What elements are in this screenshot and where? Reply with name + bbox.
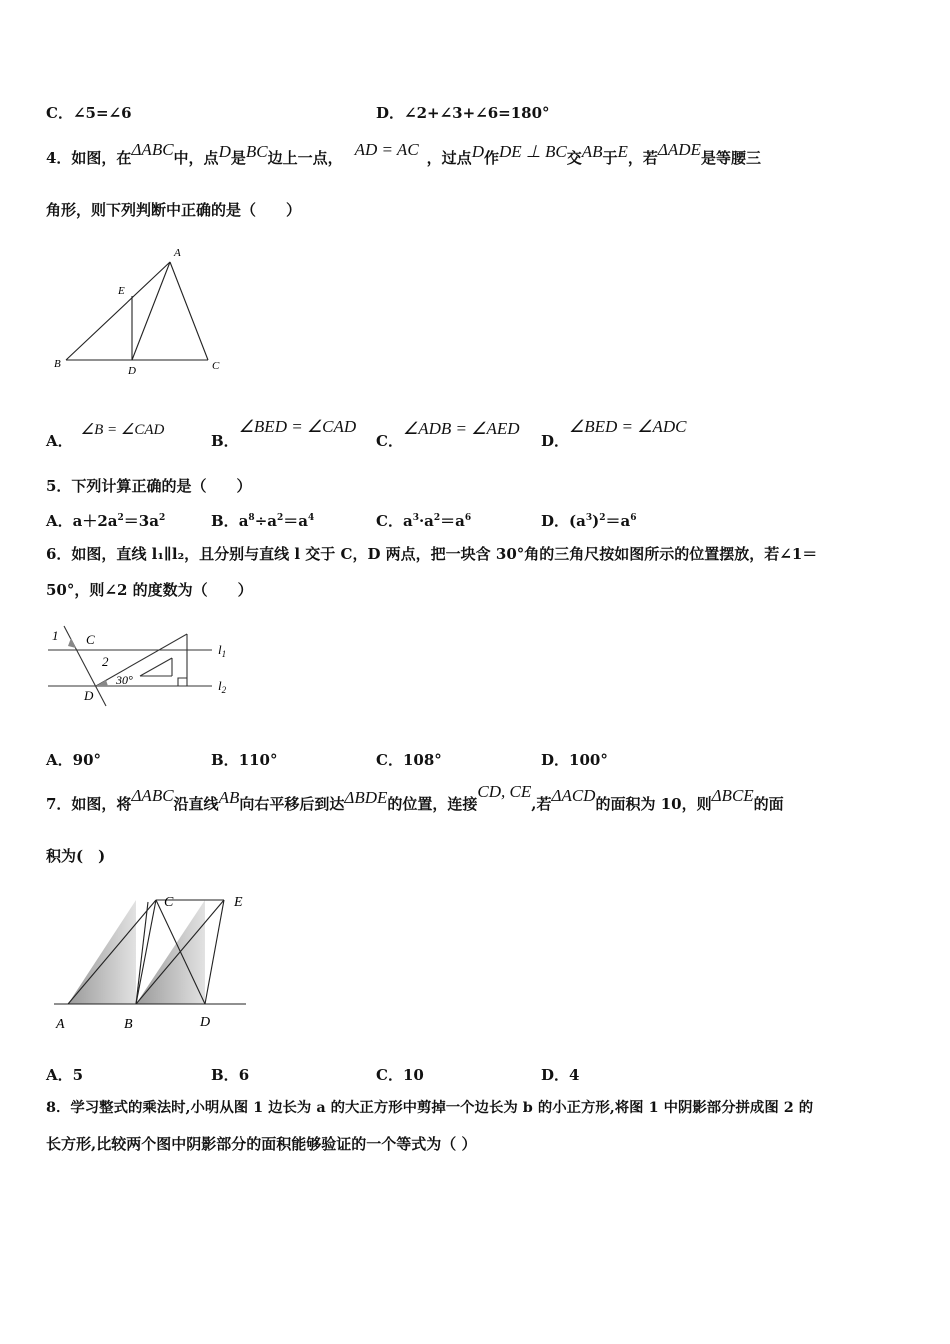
q4-label-d: D bbox=[128, 365, 136, 377]
q6-label-d: D bbox=[84, 688, 94, 703]
q7-label-a: A bbox=[56, 1017, 65, 1032]
q4-stem-line2: 角形，则下列判断中正确的是（ ） bbox=[46, 201, 302, 219]
q6-figure bbox=[44, 620, 244, 720]
q4-option-b: B．∠BED = ∠CAD bbox=[211, 417, 357, 450]
q5-option-c: C．$a^3\cdot a^2=a^6$ bbox=[376, 512, 472, 530]
q4-option-d: D．∠BED = ∠ADC bbox=[541, 417, 687, 450]
q6-label-c: C bbox=[86, 632, 95, 647]
q7-label-b: B bbox=[124, 1017, 133, 1032]
q7-option-d: D．4 bbox=[541, 1066, 580, 1084]
q5-option-d: D．$(a^3)^2=a^6$ bbox=[541, 512, 637, 530]
q6-stem-line1: 6．如图，直线 l₁∥l₂，且分别与直线 l 交于 C，D 两点，把一块含 30°角的三角尺按如图所示的位置摆放，若∠1＝ bbox=[46, 545, 818, 563]
q6-option-d: D．100° bbox=[541, 751, 608, 769]
q6-label-1: 1 bbox=[52, 628, 59, 643]
q4-line-ac bbox=[170, 262, 208, 360]
q7-stem-line2: 积为( ) bbox=[46, 847, 106, 865]
q6-label-l1: $l_1$ bbox=[218, 642, 227, 659]
q7-label-e: E bbox=[234, 895, 243, 910]
q7-option-c: C．10 bbox=[376, 1066, 424, 1084]
q4-line-ba bbox=[66, 262, 170, 360]
q4-label-c: C bbox=[212, 360, 220, 372]
q6-option-c: C．108° bbox=[376, 751, 442, 769]
q6-option-a: A．90° bbox=[46, 751, 102, 769]
q6-label-l2: $l_2$ bbox=[218, 678, 227, 695]
q7-shade-abc bbox=[68, 900, 136, 1004]
q4-label-b: B bbox=[54, 358, 61, 370]
q7-option-b: B．6 bbox=[211, 1066, 250, 1084]
option-d-prev: D．∠2+∠3+∠6=180° bbox=[376, 104, 550, 122]
q7-label-d: D bbox=[200, 1015, 211, 1030]
q5-option-a: A．$a+2a^2=3a^2$ bbox=[46, 512, 166, 530]
q6-right-angle-mark bbox=[178, 678, 187, 686]
q4-stem-line1: 4．如图，在ΔABC中，点D是BC边上一点， AD = AC ，过点D作DE ⊥ BC交AB于E，若ΔADE是等腰三 bbox=[46, 140, 761, 167]
option-c-prev: C．∠5=∠6 bbox=[46, 104, 132, 122]
q4-label-e: E bbox=[118, 285, 125, 297]
q4-label-a: A bbox=[174, 247, 181, 259]
q8-stem-line1: 8．学习整式的乘法时,小明从图 1 边长为 a 的大正方形中剪掉一个边长为 b 的小正方形,将图 1 中阴影部分拼成图 2 的 bbox=[46, 1099, 814, 1116]
q5-stem: 5．下列计算正确的是（ ） bbox=[46, 477, 252, 495]
q6-label-30: 30° bbox=[116, 673, 133, 687]
q6-angle2-mark bbox=[96, 680, 108, 686]
q4-figure bbox=[48, 242, 238, 382]
q6-angle1-mark bbox=[68, 638, 76, 648]
q6-inner-hyp bbox=[140, 658, 172, 676]
q8-stem-line2: 长方形,比较两个图中阴影部分的面积能够验证的一个等式为（ ） bbox=[46, 1135, 477, 1153]
q6-triangle-hyp bbox=[96, 634, 187, 686]
q4-option-c: C．∠ADB = ∠AED bbox=[376, 419, 520, 450]
q7-stem-line1: 7．如图，将ΔABC沿直线AB向右平移后到达ΔBDE的位置，连接CD, CE,若ΔACD的面积为 10，则ΔBCE的面 bbox=[46, 782, 784, 813]
q7-label-c: C bbox=[164, 895, 174, 910]
q6-stem-line2: 50°，则∠2 的度数为（ ） bbox=[46, 581, 253, 599]
q4-line-ad bbox=[132, 262, 170, 360]
q7-line-de bbox=[205, 900, 224, 1004]
q5-option-b: B．$a^8\div a^2=a^4$ bbox=[211, 512, 315, 530]
q6-label-2: 2 bbox=[102, 654, 109, 669]
q6-option-b: B．110° bbox=[211, 751, 278, 769]
q7-figure bbox=[48, 886, 258, 1036]
q4-option-a: A．∠B = ∠CAD bbox=[46, 422, 165, 450]
q7-option-a: A．5 bbox=[46, 1066, 84, 1084]
